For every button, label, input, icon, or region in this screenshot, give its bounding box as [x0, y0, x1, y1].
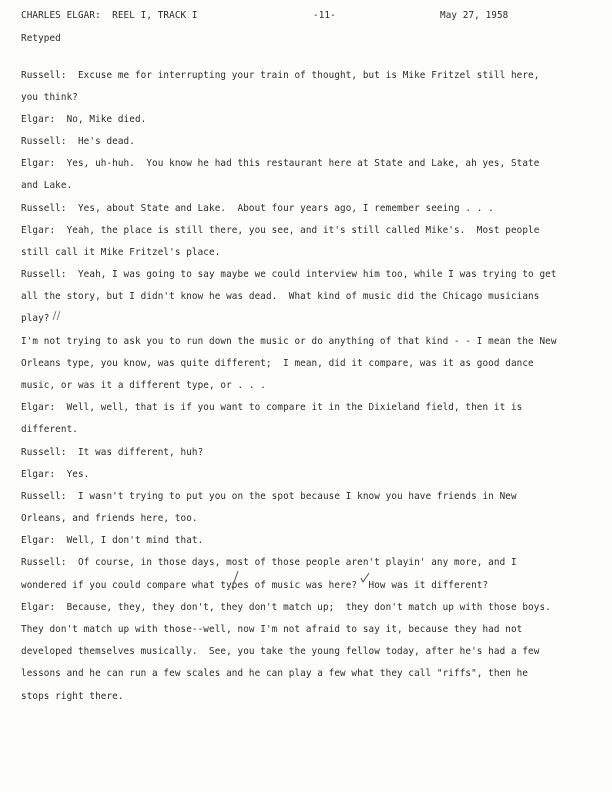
transcript-line: still call it Mike Fritzel's place.: [21, 247, 221, 258]
transcript-line: wondered if you could compare what types of music was here? How was it different?: [21, 580, 489, 591]
transcript-line: lessons and he can run a few scales and he can play a few what they call "riffs", then he: [21, 668, 529, 679]
transcript-line: Russell: I wasn't trying to put you on the spot because I know you have friends in New: [21, 491, 517, 502]
transcript-line: all the story, but I didn't know he was dead. What kind of music did the Chicago musicians: [21, 291, 540, 302]
transcript-line: Russell: Yes, about State and Lake. About four years ago, I remember seeing . . .: [21, 203, 494, 214]
transcript-line: I'm not trying to ask you to run down the music or do anything of that kind - - I mean the New: [21, 336, 557, 347]
transcript-line: Orleans, and friends here, too.: [21, 513, 198, 524]
transcript-line: They don't match up with those--well, now I'm not afraid to say it, because they had not: [21, 624, 523, 635]
handwritten-mark-icon: [52, 310, 62, 322]
page-number: -11-: [313, 10, 336, 21]
transcript-line: Elgar: Yeah, the place is still there, you see, and it's still called Mike's. Most people: [21, 225, 540, 236]
handwritten-check-mark-icon: [360, 572, 370, 584]
handwritten-insert-mark-icon: [229, 570, 241, 590]
transcript-line: Elgar: Well, I don't mind that.: [21, 535, 204, 546]
transcript-line: you think?: [21, 92, 78, 103]
header-reel-info: CHARLES ELGAR: REEL I, TRACK I: [21, 10, 198, 21]
transcript-line: Russell: Yeah, I was going to say maybe we could interview him too, while I was trying to get: [21, 269, 557, 280]
header-date: May 27, 1958: [440, 10, 509, 21]
transcript-line: stops right there.: [21, 691, 124, 702]
transcript-line: play?: [21, 313, 50, 324]
transcript-line: Elgar: Yes.: [21, 469, 90, 480]
transcript-line: different.: [21, 424, 78, 435]
transcript-line: developed themselves musically. See, you take the young fellow today, after he's had a few: [21, 646, 540, 657]
transcript-line: Russell: Of course, in those days, most of those people aren't playin' any more, and I: [21, 557, 517, 568]
transcript-line: Elgar: Well, well, that is if you want to compare it in the Dixieland field, then it is: [21, 402, 523, 413]
transcript-line: music, or was it a different type, or . . .: [21, 380, 266, 391]
transcript-line: Russell: Excuse me for interrupting your train of thought, but is Mike Fritzel still here,: [21, 70, 540, 81]
transcript-line: Russell: It was different, huh?: [21, 447, 204, 458]
transcript-line: Russell: He's dead.: [21, 136, 135, 147]
transcript-line: Elgar: No, Mike died.: [21, 114, 147, 125]
transcript-line: and Lake.: [21, 180, 73, 191]
transcript-line: Elgar: Because, they, they don't, they don't match up; they don't match up with those boys.: [21, 602, 551, 613]
transcript-line: Elgar: Yes, uh-huh. You know he had this restaurant here at State and Lake, ah yes, State: [21, 158, 540, 169]
transcript-line: Orleans type, you know, was quite different; I mean, did it compare, was it as good dance: [21, 358, 534, 369]
retyped-note: Retyped: [21, 33, 61, 44]
